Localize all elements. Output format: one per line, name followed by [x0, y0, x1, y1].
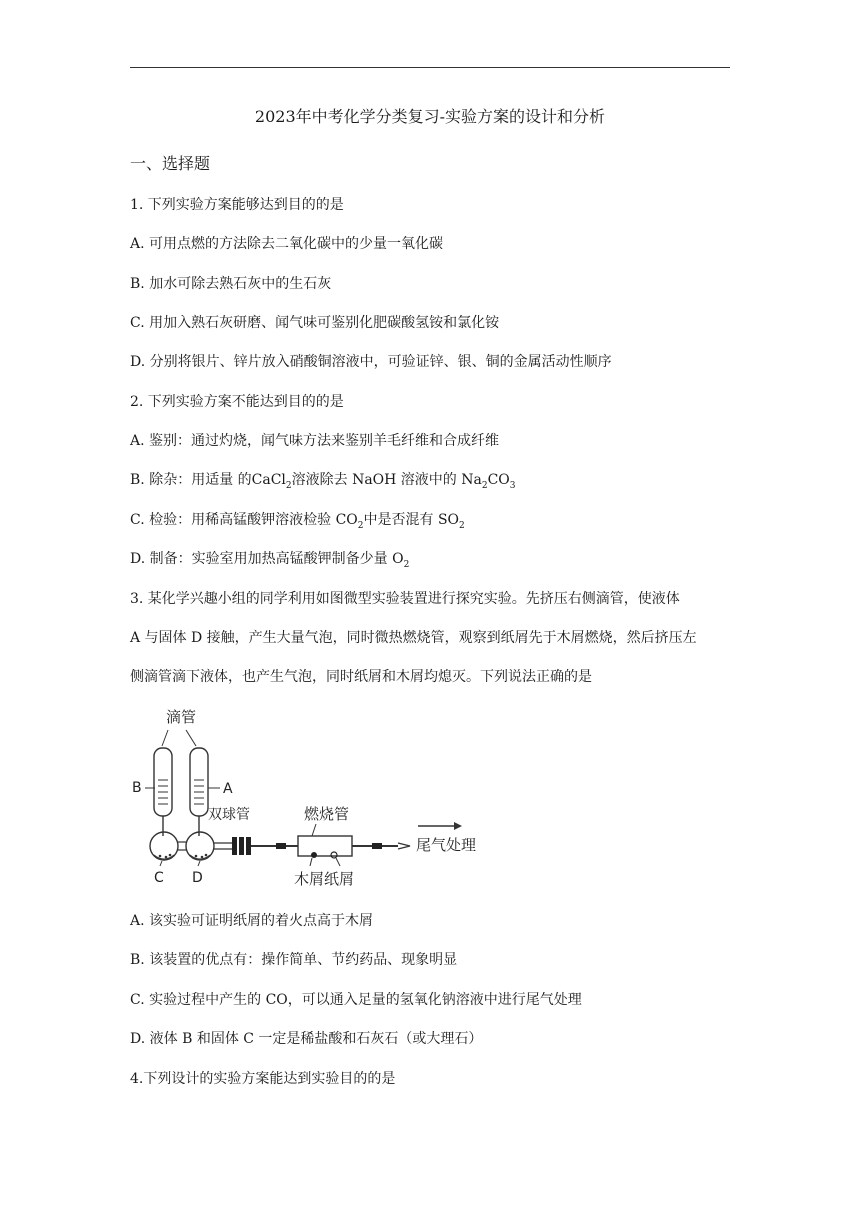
left-dropper-liquid	[158, 780, 168, 804]
q3-option-c: C. 实验过程中产生的 CO，可以通入足量的氢氧化钠溶液中进行尾气处理	[130, 992, 582, 1008]
label-dropper: 滴管	[166, 708, 197, 726]
clamp	[276, 843, 286, 849]
leader-paper	[336, 858, 340, 866]
stopper-1	[232, 837, 237, 855]
q1-stem: 1. 下列实验方案能够达到目的的是	[130, 197, 344, 213]
q3-stem-line-1: 3. 某化学兴趣小组的同学利用如图微型实验装置进行探究实验。先挤压右侧滴管，使液体	[130, 591, 680, 607]
q3-option-d: D. 液体 B 和固体 C 一定是稀盐酸和石灰石（或大理石）	[130, 1031, 483, 1047]
label-sawdust-paper: 木屑纸屑	[294, 870, 355, 888]
q1-option-c: C. 用加入熟石灰研磨、闻气味可鉴别化肥碳酸氢铵和氯化铵	[130, 315, 500, 331]
exhaust-arrowhead	[454, 822, 462, 830]
label-b: B	[132, 780, 142, 796]
q2-stem: 2. 下列实验方案不能达到目的的是	[130, 394, 344, 410]
leader-sawdust	[310, 858, 312, 866]
left-bulb	[150, 832, 178, 860]
q2-option-c: C. 检验：用稀高锰酸钾溶液检验 $CO_2$中是否混有 $SO_2$	[130, 512, 465, 531]
label-exhaust: 尾气处理	[416, 836, 477, 854]
q4-stem: 4.下列设计的实验方案能达到实验目的的是	[130, 1071, 396, 1087]
label-d: D	[192, 870, 203, 886]
q1-option-a: A. 可用点燃的方法除去二氧化碳中的少量一氧化碳	[130, 236, 444, 252]
combustion-tube	[298, 836, 352, 856]
q1-option-d: D. 分别将银片、锌片放入硝酸铜溶液中，可验证锌、银、铜的金属活动性顺序	[130, 354, 612, 370]
experiment-apparatus-diagram	[128, 706, 488, 896]
q2-option-a: A. 鉴别：通过灼烧，闻气味方法来鉴别羊毛纤维和合成纤维	[130, 433, 500, 449]
q2-option-b: B. 除杂：用适量 的CaCl$_2$溶液除去 NaOH 溶液中的 $Na_2CO_3$	[130, 472, 516, 491]
q3-stem-line-2: A 与固体 D 接触，产生大量气泡，同时微热燃烧管，观察到纸屑先于木屑燃烧，然后挤压左	[130, 630, 697, 646]
q3-option-b: B. 该装置的优点有：操作简单、节约药品、现象明显	[130, 952, 458, 968]
sawdust	[311, 852, 317, 858]
q1-option-b: B. 加水可除去熟石灰中的生石灰	[130, 276, 332, 292]
outlet-nozzle	[398, 843, 410, 849]
stopper-2	[239, 837, 244, 855]
dropper-leader-right	[186, 730, 196, 746]
right-dropper-tube	[190, 748, 208, 816]
q2-option-d: D. 制备：实验室用加热高锰酸钾制备少量 $O_2$	[130, 551, 410, 570]
right-dropper-liquid	[194, 780, 204, 804]
stopper-3	[246, 837, 251, 855]
header-rule	[130, 67, 730, 68]
leader-c	[160, 861, 162, 866]
section-heading: 一、选择题	[130, 154, 211, 173]
right-bulb	[186, 832, 214, 860]
paper-scraps	[331, 852, 337, 858]
outlet-clamp	[372, 843, 382, 849]
dropper-leader-left	[162, 730, 168, 746]
label-double-bulb: 双球管	[208, 807, 250, 823]
label-burner: 燃烧管	[304, 805, 350, 823]
q3-stem-line-3: 侧滴管滴下液体，也产生气泡，同时纸屑和木屑均熄灭。下列说法正确的是	[130, 669, 592, 685]
leader-burner	[312, 824, 316, 836]
leader-d	[198, 861, 200, 866]
label-c: C	[154, 870, 164, 886]
label-a: A	[223, 781, 233, 797]
page-title: 2023年中考化学分类复习-实验方案的设计和分析	[254, 107, 606, 126]
left-dropper-tube	[154, 748, 172, 816]
q3-option-a: A. 该实验可证明纸屑的着火点高于木屑	[130, 913, 374, 929]
